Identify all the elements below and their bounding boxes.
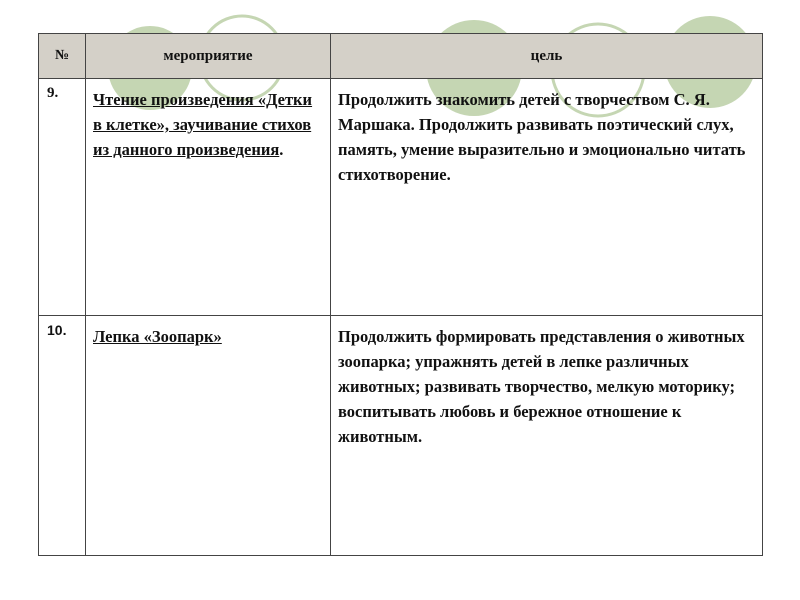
activities-table — [38, 33, 763, 556]
header-goal: цель — [331, 34, 763, 79]
event-suffix: . — [279, 140, 284, 159]
table-row — [39, 79, 763, 316]
table-header-row — [39, 34, 763, 79]
row-number: 10. — [39, 316, 86, 556]
row-event — [86, 79, 331, 316]
header-event: мероприятие — [86, 34, 331, 79]
row-number: 9. — [39, 79, 86, 316]
event-text: Лепка «Зоопарк» — [93, 327, 222, 346]
row-goal: Продолжить формировать представления о животных зоопарка; упражнять детей в лепке различных животных; развивать творчество, мелкую моторику; воспитывать любовь и бережное отношение к животным. — [331, 316, 763, 556]
row-event — [86, 316, 331, 556]
event-text: Чтение произведения «Детки в клетке», заучивание стихов из данного произведения — [93, 90, 313, 159]
header-number: № — [39, 34, 86, 79]
table-row — [39, 316, 763, 556]
row-goal: Продолжить знакомить детей с творчеством С. Я. Маршака. Продолжить развивать поэтический слух, память, умение выразительно и эмоционально читать стихотворение. — [331, 79, 763, 316]
